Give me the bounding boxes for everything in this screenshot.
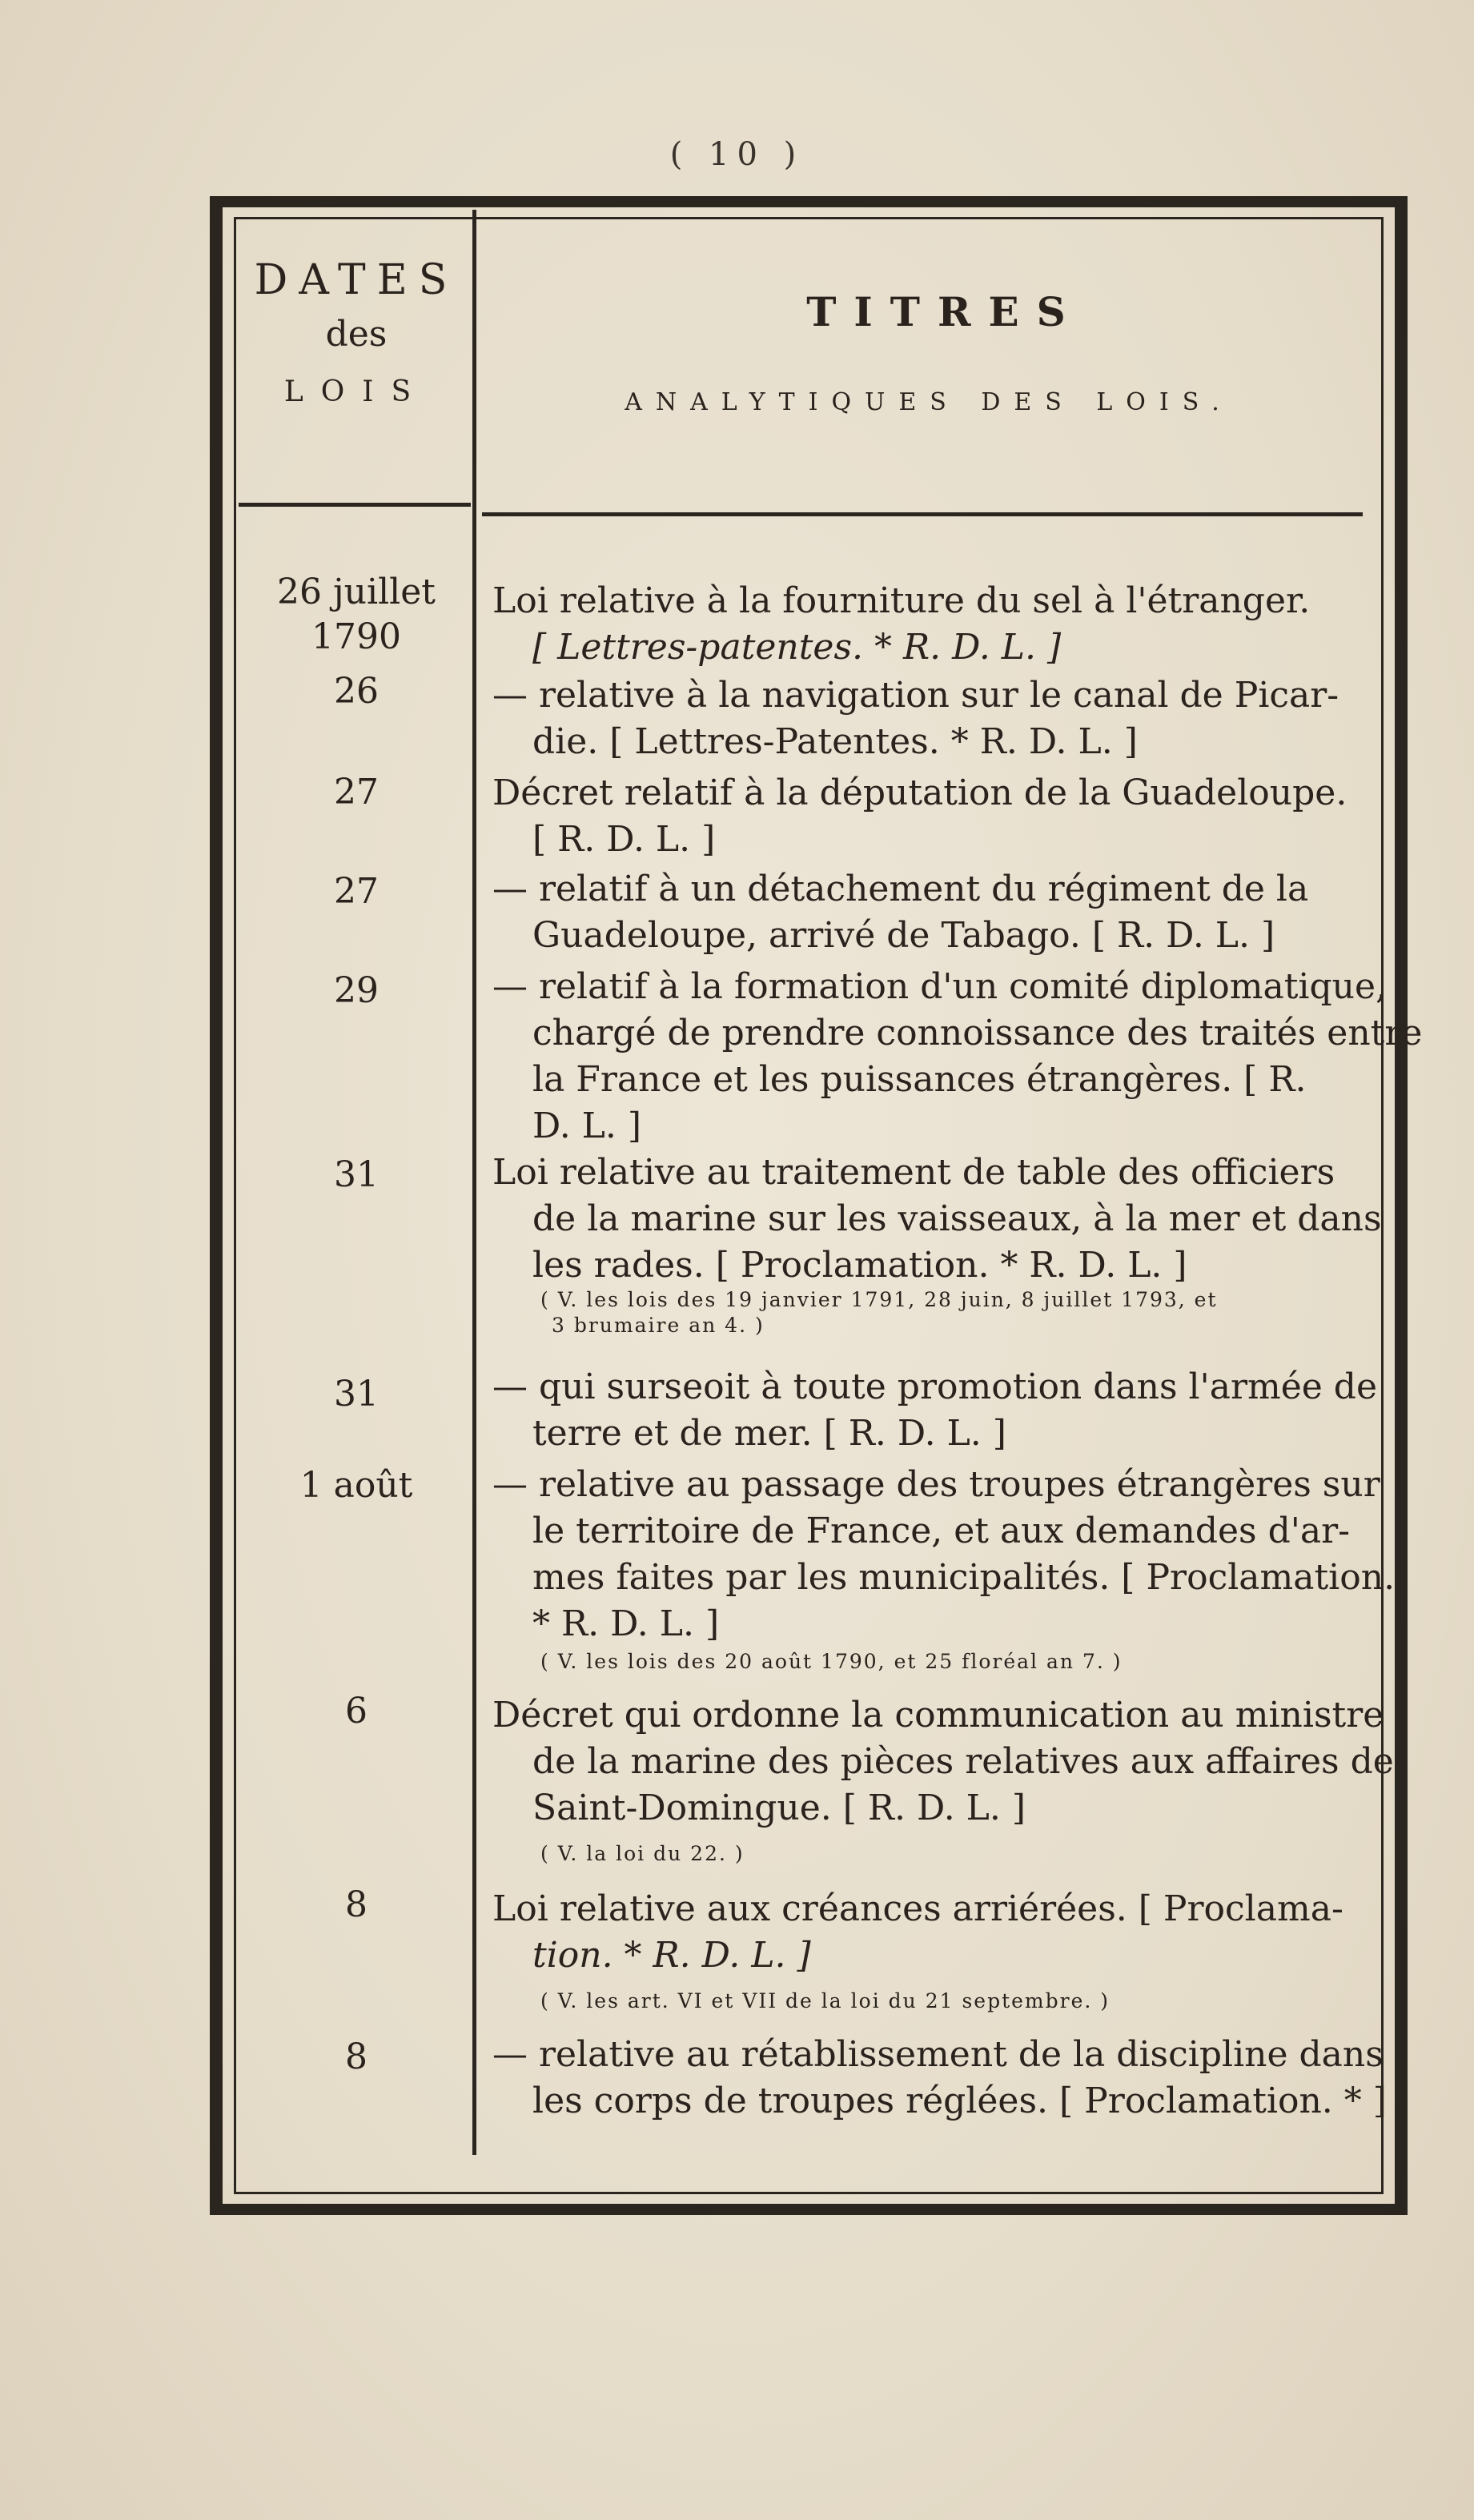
entry-title [492, 1462, 1396, 1647]
entry-line: * R. D. L. ] [532, 1603, 720, 1644]
page-number: ( 10 ) [669, 136, 805, 173]
entry-date-day: 26 juillet [277, 572, 436, 612]
entry-note-line: ( V. la loi du 22. ) [540, 1842, 745, 1865]
entry-line: tion. * R. D. L. ] [532, 1935, 811, 1976]
entry-date: 8 [345, 1884, 367, 1925]
entry-date: 8 [345, 2036, 367, 2077]
entry-note-line: 3 brumaire an 4. ) [552, 1314, 765, 1337]
entry-date [240, 570, 472, 660]
entry-title [492, 964, 1423, 1150]
entry-line: Décret relatif à la députation de la Guadeloupe. [492, 772, 1347, 813]
entry-note [540, 1649, 1361, 1675]
entry-note-line: ( V. les lois des 20 août 1790, et 25 floréal an 7. ) [540, 1650, 1123, 1673]
entry-line: Loi relative aux créances arriérées. [ Proclama- [492, 1888, 1343, 1929]
column-divider [472, 210, 476, 2155]
entry-note [540, 1841, 1361, 1867]
header-dates: DATES [254, 256, 459, 304]
entry-line: — relative au rétablissement de la discipline dans [492, 2034, 1384, 2075]
entry-line: Décret qui ordonne la communication au ministre [492, 1695, 1384, 1736]
entry-title [492, 1150, 1382, 1289]
entry-line: les corps de troupes réglées. [ Proclamation. * ] [532, 2081, 1387, 2121]
entry-line: — qui surseoit à toute promotion dans l'armée de [492, 1366, 1377, 1407]
header-titres: TITRES [806, 288, 1083, 335]
entry-date: 29 [334, 970, 379, 1011]
entry-date: 1 août [299, 1465, 413, 1506]
entry-title [492, 672, 1361, 765]
entry-line: de la marine des pièces relatives aux affaires de [532, 1741, 1394, 1782]
entry-line: chargé de prendre connoissance des traités entre [532, 1013, 1423, 1053]
entry-date: 6 [345, 1691, 367, 1731]
entry-title [492, 1886, 1361, 1979]
entry-title [492, 578, 1361, 671]
entry-line: les rades. [ Proclamation. * R. D. L. ] [532, 1245, 1187, 1286]
entry-line: [ Lettres-patentes. * R. D. L. ] [532, 627, 1062, 668]
entry-date: 26 [334, 671, 379, 712]
header-titles-column [480, 288, 1377, 416]
entry-line: Guadeloupe, arrivé de Tabago. [ R. D. L. ] [532, 915, 1275, 956]
entry-line: mes faites par les municipalités. [ Proclamation. [532, 1557, 1396, 1598]
entry-date: 31 [334, 1154, 379, 1195]
entry-date: 31 [334, 1374, 379, 1414]
entry-note-line: ( V. les art. VI et VII de la loi du 21 septembre. ) [540, 1989, 1111, 2012]
entry-title [492, 866, 1361, 959]
header-dates-column [240, 256, 472, 408]
entry-line: la France et les puissances étrangères. [ R. [532, 1059, 1307, 1100]
header-analytiques: ANALYTIQUES DES LOIS. [625, 388, 1233, 416]
entry-date-year: 1790 [311, 616, 401, 657]
entry-date: 27 [334, 871, 379, 912]
entry-date: 27 [334, 772, 379, 813]
entry-line: Loi relative à la fourniture du sel à l'étranger. [492, 580, 1311, 621]
header-rule-right [482, 512, 1363, 516]
entry-line: [ R. D. L. ] [532, 819, 716, 860]
entry-line: Loi relative au traitement de table des officiers [492, 1152, 1335, 1193]
entry-line: — relatif à la formation d'un comité diplomatique, [492, 966, 1387, 1007]
header-rule-left [239, 503, 471, 507]
entry-title [492, 1364, 1377, 1457]
entry-line: die. [ Lettres-Patentes. * R. D. L. ] [532, 721, 1138, 762]
header-lois: LOIS [283, 375, 429, 408]
entry-line: — relative à la navigation sur le canal de Picar- [492, 675, 1339, 716]
entry-line: de la marine sur les vaisseaux, à la mer et dans [532, 1198, 1382, 1239]
entry-title [492, 770, 1361, 863]
entry-line: terre et de mer. [ R. D. L. ] [532, 1413, 1006, 1454]
entry-title [492, 1692, 1394, 1832]
entry-line: le territoire de France, et aux demandes d'ar- [532, 1511, 1350, 1551]
header-des: des [325, 314, 388, 355]
entry-line: — relatif à un détachement du régiment de la [492, 869, 1309, 909]
entry-note [540, 1988, 1361, 2014]
entry-line: — relative au passage des troupes étrangères sur [492, 1464, 1380, 1505]
entry-note [540, 1287, 1361, 1338]
entry-note-line: ( V. les lois des 19 janvier 1791, 28 juin, 8 juillet 1793, et [540, 1288, 1218, 1311]
entry-title [492, 2032, 1387, 2125]
entry-line: D. L. ] [532, 1106, 642, 1146]
entry-line: Saint-Domingue. [ R. D. L. ] [532, 1788, 1026, 1828]
